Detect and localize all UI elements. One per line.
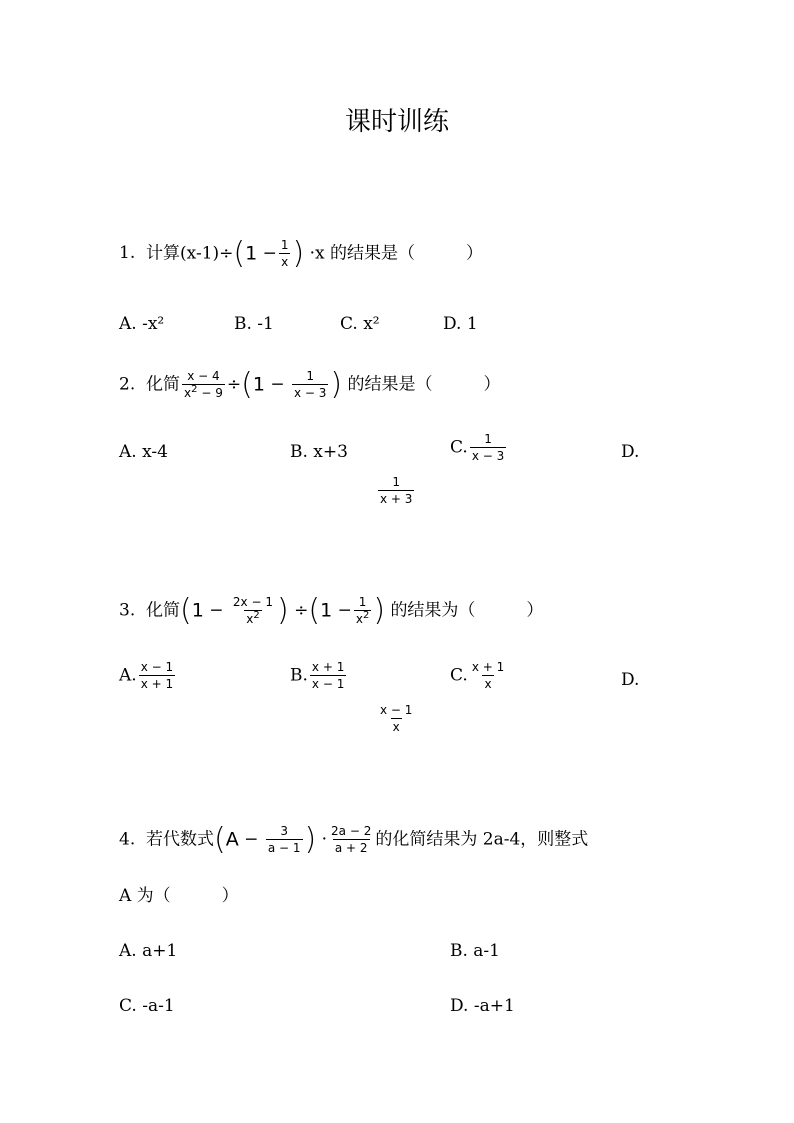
- numerator: 1: [358, 595, 367, 609]
- fraction: [137, 660, 177, 691]
- option-label: C.: [450, 665, 468, 686]
- denominator: [354, 610, 371, 626]
- q1-option-c: C. x²: [340, 314, 380, 334]
- question-4: [119, 821, 589, 857]
- question-number: 4.: [119, 829, 136, 850]
- left-paren: (: [233, 235, 246, 271]
- q2-option-c: [450, 432, 508, 463]
- fraction: [376, 475, 416, 506]
- right-paren: ): [276, 592, 289, 628]
- denominator: [182, 384, 225, 400]
- one: 1: [252, 373, 265, 396]
- denominator: x − 3: [471, 449, 505, 463]
- numerator: x − 4: [187, 369, 220, 383]
- q1-option-d: D. 1: [443, 314, 478, 334]
- q3-option-a: [119, 660, 177, 691]
- minus-sign: −: [244, 829, 259, 850]
- question-suffix: 的结果为（ ）: [390, 600, 544, 621]
- question-3: [119, 592, 544, 628]
- option-label: C.: [450, 437, 468, 458]
- variable-a: A: [225, 828, 239, 851]
- question-suffix: 的化简结果为 2a-4，则整式: [375, 829, 589, 850]
- q2-option-a: A. x-4: [119, 442, 168, 462]
- one: 1: [245, 242, 258, 265]
- question-suffix: 的结果是（ ）: [347, 374, 501, 395]
- numerator: 3: [280, 824, 288, 838]
- numerator: x − 1: [140, 660, 174, 674]
- question-suffix: ·x 的结果是（ ）: [309, 243, 484, 264]
- q1-option-a: A. -x²: [119, 314, 165, 334]
- question-1: [119, 235, 484, 271]
- question-4-line-2: A 为（ ）: [119, 886, 239, 906]
- left-paren: (: [214, 821, 226, 857]
- q1-option-b: B. -1: [234, 314, 274, 334]
- q4-option-d: D. -a+1: [450, 996, 515, 1016]
- denominator: x: [281, 255, 289, 269]
- right-paren: ): [304, 821, 317, 857]
- minus-sign: −: [262, 243, 277, 264]
- numerator: x − 1: [380, 703, 413, 717]
- dot-sign: ·: [321, 829, 328, 850]
- right-paren: ): [292, 235, 305, 271]
- left-paren: (: [241, 366, 253, 402]
- q2-option-b: B. x+3: [290, 442, 348, 462]
- denominator: x − 3: [293, 386, 327, 400]
- right-paren: ): [330, 366, 343, 402]
- fraction: [327, 824, 375, 855]
- question-text: 化简: [146, 374, 181, 395]
- question-number: 3.: [119, 600, 136, 621]
- q4-option-b: B. a-1: [450, 941, 500, 961]
- minus-sign: −: [209, 600, 224, 621]
- denominator: x + 1: [140, 677, 174, 691]
- q2-option-d-value: [376, 475, 416, 506]
- denominator: a − 1: [267, 841, 301, 855]
- denominator: x: [484, 677, 492, 691]
- den-sup: 2: [253, 610, 260, 621]
- question-text: 若代数式: [146, 829, 215, 850]
- minus-sign: −: [270, 374, 285, 395]
- den-base: x: [355, 612, 363, 626]
- den-base: x: [184, 386, 192, 400]
- fraction: [376, 703, 416, 734]
- q3-option-d-label: D.: [621, 670, 640, 690]
- numerator: x + 1: [311, 660, 345, 674]
- one: 1: [191, 599, 204, 622]
- question-number: 1.: [119, 243, 136, 263]
- left-paren: (: [308, 592, 321, 628]
- numerator: 2x − 1: [232, 595, 273, 609]
- den-rest: − 9: [197, 386, 223, 400]
- q3-option-c: [450, 660, 508, 691]
- q3-option-b: [290, 660, 348, 691]
- fraction: [277, 238, 293, 269]
- option-label: B.: [290, 665, 308, 686]
- fraction: [264, 824, 305, 855]
- fraction: [308, 660, 348, 691]
- divide-sign: ÷: [226, 374, 242, 395]
- minus-sign: −: [337, 600, 352, 621]
- question-2: [119, 366, 501, 402]
- fraction: [468, 432, 508, 463]
- numerator: 1: [306, 369, 315, 383]
- fraction: [468, 660, 508, 691]
- q2-option-d-label: D.: [621, 442, 640, 462]
- fraction: [352, 595, 373, 626]
- fraction: [180, 369, 227, 400]
- q3-option-d-value: [376, 703, 416, 734]
- one: 1: [320, 599, 333, 622]
- denominator: a + 2: [334, 841, 368, 855]
- numerator: 2a − 2: [331, 824, 372, 838]
- fraction: [290, 369, 330, 400]
- left-paren: (: [180, 592, 192, 628]
- question-text: 计算(x-1)÷: [146, 243, 234, 264]
- denominator: x − 1: [311, 677, 345, 691]
- den-sup: 2: [191, 384, 198, 395]
- numerator: 1: [392, 475, 401, 489]
- question-text: 化简: [146, 600, 181, 621]
- numerator: 1: [484, 432, 492, 446]
- den-base: x: [246, 612, 254, 626]
- q4-option-c: C. -a-1: [119, 996, 175, 1016]
- question-number: 2.: [119, 374, 136, 395]
- divide-sign: ÷: [294, 600, 309, 621]
- denominator: x: [392, 720, 400, 734]
- q4-option-a: A. a+1: [119, 941, 178, 961]
- denominator: x + 3: [380, 492, 413, 506]
- numerator: x + 1: [471, 660, 505, 674]
- right-paren: ): [373, 592, 386, 628]
- fraction: [229, 595, 277, 626]
- denominator: [244, 610, 261, 626]
- page-title: 课时训练: [344, 107, 449, 137]
- den-sup: 2: [362, 610, 370, 621]
- numerator: 1: [280, 238, 289, 252]
- option-label: A.: [119, 665, 137, 686]
